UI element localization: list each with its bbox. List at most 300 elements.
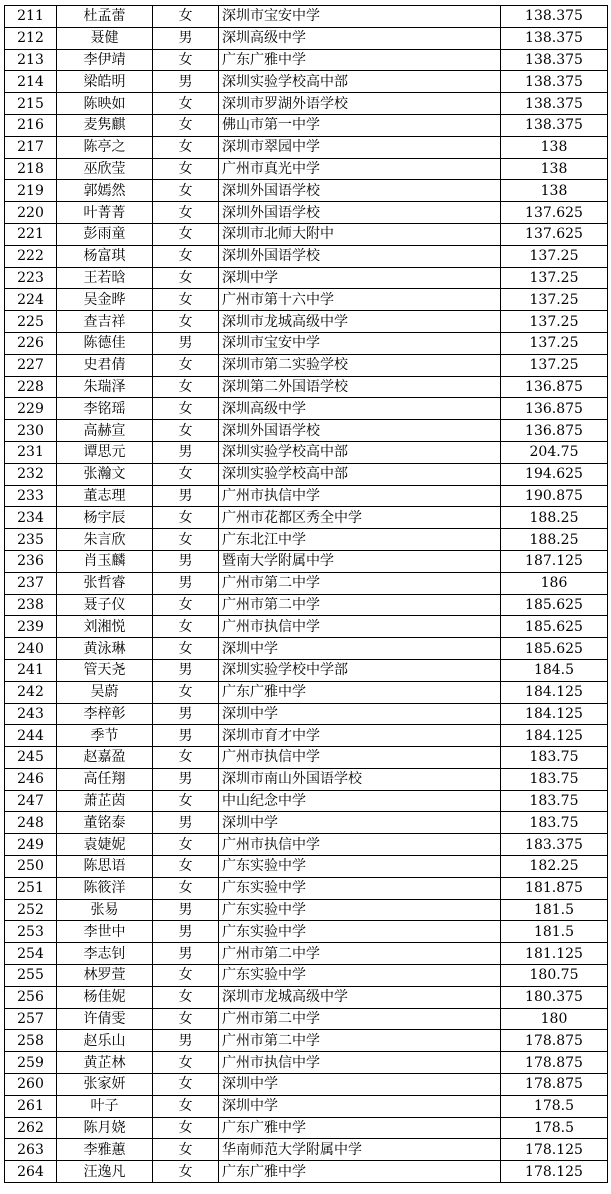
student-name-cell: 李世中 (57, 921, 153, 943)
table-row (5, 202, 608, 224)
student-name-cell: 袁婕妮 (57, 834, 153, 856)
school-cell: 深圳中学 (219, 703, 501, 725)
student-name-cell: 梁皓明 (57, 71, 153, 93)
student-name-cell: 黄泳琳 (57, 638, 153, 660)
gender-cell: 女 (153, 790, 219, 812)
table-row (5, 1139, 608, 1161)
school-cell: 深圳中学 (219, 267, 501, 289)
gender-cell: 男 (153, 441, 219, 463)
gender-cell: 女 (153, 1139, 219, 1161)
score-cell: 184.5 (501, 659, 608, 681)
row-number-cell: 241 (5, 659, 57, 681)
row-number-cell: 247 (5, 790, 57, 812)
table-row (5, 71, 608, 93)
gender-cell: 女 (153, 1117, 219, 1139)
table-row (5, 1008, 608, 1030)
row-number-cell: 222 (5, 245, 57, 267)
table-row (5, 223, 608, 245)
gender-cell: 女 (153, 245, 219, 267)
school-cell: 广州市执信中学 (219, 616, 501, 638)
school-cell: 广州市第二中学 (219, 1008, 501, 1030)
school-cell: 深圳中学 (219, 1074, 501, 1096)
student-name-cell: 陈思语 (57, 856, 153, 878)
score-cell: 137.25 (501, 245, 608, 267)
score-cell: 178.125 (501, 1139, 608, 1161)
school-cell: 广州市第十六中学 (219, 289, 501, 311)
table-row (5, 332, 608, 354)
gender-cell: 女 (153, 834, 219, 856)
school-cell: 广州市真光中学 (219, 158, 501, 180)
student-name-cell: 吴蔚 (57, 681, 153, 703)
student-name-cell: 彭雨童 (57, 223, 153, 245)
table-row (5, 899, 608, 921)
student-name-cell: 朱瑞泽 (57, 376, 153, 398)
gender-cell: 女 (153, 638, 219, 660)
table-row (5, 572, 608, 594)
gender-cell: 女 (153, 376, 219, 398)
row-number-cell: 221 (5, 223, 57, 245)
school-cell: 深圳市第二实验学校 (219, 354, 501, 376)
score-cell: 178.875 (501, 1074, 608, 1096)
score-cell: 181.875 (501, 877, 608, 899)
student-name-cell: 张家妍 (57, 1074, 153, 1096)
gender-cell: 女 (153, 267, 219, 289)
score-cell: 137.625 (501, 223, 608, 245)
score-cell: 136.875 (501, 376, 608, 398)
row-number-cell: 253 (5, 921, 57, 943)
gender-cell: 女 (153, 354, 219, 376)
student-name-cell: 李梓彰 (57, 703, 153, 725)
row-number-cell: 212 (5, 27, 57, 49)
student-name-cell: 黄芷林 (57, 1052, 153, 1074)
score-cell: 185.625 (501, 616, 608, 638)
table-row (5, 638, 608, 660)
row-number-cell: 214 (5, 71, 57, 93)
row-number-cell: 238 (5, 594, 57, 616)
row-number-cell: 249 (5, 834, 57, 856)
gender-cell: 女 (153, 463, 219, 485)
results-table-body (5, 6, 608, 1183)
student-name-cell: 陈亭之 (57, 136, 153, 158)
table-row (5, 943, 608, 965)
score-cell: 136.875 (501, 398, 608, 420)
row-number-cell: 227 (5, 354, 57, 376)
school-cell: 广州市执信中学 (219, 834, 501, 856)
student-name-cell: 吴金晔 (57, 289, 153, 311)
student-name-cell: 史君倩 (57, 354, 153, 376)
score-cell: 183.75 (501, 768, 608, 790)
student-name-cell: 叶子 (57, 1095, 153, 1117)
score-cell: 138 (501, 180, 608, 202)
score-cell: 194.625 (501, 463, 608, 485)
student-name-cell: 郭嫣然 (57, 180, 153, 202)
gender-cell: 男 (153, 899, 219, 921)
school-cell: 深圳外国语学校 (219, 245, 501, 267)
student-name-cell: 李雅蕙 (57, 1139, 153, 1161)
table-row (5, 27, 608, 49)
row-number-cell: 223 (5, 267, 57, 289)
score-cell: 138.375 (501, 27, 608, 49)
score-cell: 138 (501, 136, 608, 158)
table-row (5, 93, 608, 115)
table-row (5, 245, 608, 267)
table-row (5, 180, 608, 202)
score-cell: 180.75 (501, 965, 608, 987)
gender-cell: 女 (153, 1074, 219, 1096)
student-name-cell: 董铭泰 (57, 812, 153, 834)
student-name-cell: 管天尧 (57, 659, 153, 681)
row-number-cell: 244 (5, 725, 57, 747)
score-cell: 138.375 (501, 49, 608, 71)
gender-cell: 女 (153, 420, 219, 442)
score-cell: 183.75 (501, 812, 608, 834)
score-cell: 137.625 (501, 202, 608, 224)
score-cell: 178.5 (501, 1095, 608, 1117)
table-row (5, 550, 608, 572)
row-number-cell: 250 (5, 856, 57, 878)
gender-cell: 女 (153, 93, 219, 115)
table-row (5, 529, 608, 551)
school-cell: 深圳中学 (219, 812, 501, 834)
student-name-cell: 杨宇辰 (57, 507, 153, 529)
table-row (5, 6, 608, 28)
table-row (5, 136, 608, 158)
table-row (5, 1052, 608, 1074)
score-cell: 180 (501, 1008, 608, 1030)
row-number-cell: 263 (5, 1139, 57, 1161)
row-number-cell: 220 (5, 202, 57, 224)
gender-cell: 女 (153, 877, 219, 899)
gender-cell: 女 (153, 507, 219, 529)
results-table (4, 5, 608, 1183)
row-number-cell: 217 (5, 136, 57, 158)
score-cell: 185.625 (501, 638, 608, 660)
row-number-cell: 240 (5, 638, 57, 660)
gender-cell: 女 (153, 289, 219, 311)
school-cell: 中山纪念中学 (219, 790, 501, 812)
gender-cell: 男 (153, 71, 219, 93)
gender-cell: 女 (153, 616, 219, 638)
school-cell: 深圳实验学校中学部 (219, 659, 501, 681)
gender-cell: 女 (153, 114, 219, 136)
gender-cell: 女 (153, 747, 219, 769)
gender-cell: 女 (153, 223, 219, 245)
student-name-cell: 聂子仪 (57, 594, 153, 616)
student-name-cell: 杨佳妮 (57, 986, 153, 1008)
row-number-cell: 243 (5, 703, 57, 725)
student-name-cell: 赵嘉盈 (57, 747, 153, 769)
table-row (5, 703, 608, 725)
school-cell: 广东广雅中学 (219, 49, 501, 71)
school-cell: 深圳市北师大附中 (219, 223, 501, 245)
row-number-cell: 260 (5, 1074, 57, 1096)
school-cell: 广东北江中学 (219, 529, 501, 551)
student-name-cell: 汪逸凡 (57, 1161, 153, 1183)
score-cell: 178.125 (501, 1161, 608, 1183)
student-name-cell: 麦隽麒 (57, 114, 153, 136)
school-cell: 深圳市罗湖外语学校 (219, 93, 501, 115)
row-number-cell: 235 (5, 529, 57, 551)
student-name-cell: 陈月娆 (57, 1117, 153, 1139)
gender-cell: 男 (153, 1030, 219, 1052)
gender-cell: 男 (153, 572, 219, 594)
row-number-cell: 226 (5, 332, 57, 354)
gender-cell: 女 (153, 1052, 219, 1074)
gender-cell: 男 (153, 768, 219, 790)
school-cell: 广州市第二中学 (219, 943, 501, 965)
score-cell: 204.75 (501, 441, 608, 463)
score-cell: 138.375 (501, 6, 608, 28)
row-number-cell: 251 (5, 877, 57, 899)
school-cell: 深圳市龙城高级中学 (219, 311, 501, 333)
row-number-cell: 261 (5, 1095, 57, 1117)
row-number-cell: 213 (5, 49, 57, 71)
gender-cell: 女 (153, 180, 219, 202)
school-cell: 深圳实验学校高中部 (219, 463, 501, 485)
school-cell: 深圳市宝安中学 (219, 332, 501, 354)
score-cell: 188.25 (501, 529, 608, 551)
score-cell: 137.25 (501, 354, 608, 376)
score-cell: 181.5 (501, 921, 608, 943)
school-cell: 深圳外国语学校 (219, 202, 501, 224)
school-cell: 广州市花都区秀全中学 (219, 507, 501, 529)
school-cell: 深圳外国语学校 (219, 180, 501, 202)
gender-cell: 男 (153, 659, 219, 681)
student-name-cell: 李铭瑶 (57, 398, 153, 420)
student-name-cell: 查吉祥 (57, 311, 153, 333)
school-cell: 广东实验中学 (219, 899, 501, 921)
gender-cell: 女 (153, 1095, 219, 1117)
score-cell: 184.125 (501, 725, 608, 747)
table-row (5, 834, 608, 856)
row-number-cell: 259 (5, 1052, 57, 1074)
table-row (5, 812, 608, 834)
gender-cell: 女 (153, 594, 219, 616)
table-row (5, 485, 608, 507)
table-row (5, 289, 608, 311)
table-row (5, 877, 608, 899)
score-cell: 136.875 (501, 420, 608, 442)
table-row (5, 681, 608, 703)
school-cell: 深圳高级中学 (219, 398, 501, 420)
school-cell: 深圳中学 (219, 1095, 501, 1117)
gender-cell: 女 (153, 1008, 219, 1030)
student-name-cell: 杜孟蕾 (57, 6, 153, 28)
gender-cell: 男 (153, 921, 219, 943)
school-cell: 广东实验中学 (219, 921, 501, 943)
row-number-cell: 211 (5, 6, 57, 28)
student-name-cell: 王若晗 (57, 267, 153, 289)
student-name-cell: 季节 (57, 725, 153, 747)
score-cell: 178.875 (501, 1052, 608, 1074)
row-number-cell: 246 (5, 768, 57, 790)
row-number-cell: 237 (5, 572, 57, 594)
score-cell: 180.375 (501, 986, 608, 1008)
table-row (5, 768, 608, 790)
row-number-cell: 254 (5, 943, 57, 965)
table-row (5, 1074, 608, 1096)
gender-cell: 男 (153, 332, 219, 354)
gender-cell: 女 (153, 136, 219, 158)
table-row (5, 921, 608, 943)
student-name-cell: 陈映如 (57, 93, 153, 115)
row-number-cell: 258 (5, 1030, 57, 1052)
gender-cell: 男 (153, 27, 219, 49)
row-number-cell: 229 (5, 398, 57, 420)
school-cell: 深圳外国语学校 (219, 420, 501, 442)
table-row (5, 376, 608, 398)
school-cell: 广东实验中学 (219, 856, 501, 878)
gender-cell: 女 (153, 986, 219, 1008)
score-cell: 190.875 (501, 485, 608, 507)
row-number-cell: 245 (5, 747, 57, 769)
school-cell: 深圳实验学校高中部 (219, 441, 501, 463)
table-row (5, 659, 608, 681)
student-name-cell: 巫欣莹 (57, 158, 153, 180)
student-name-cell: 聂健 (57, 27, 153, 49)
table-row (5, 747, 608, 769)
row-number-cell: 262 (5, 1117, 57, 1139)
gender-cell: 男 (153, 703, 219, 725)
school-cell: 广东广雅中学 (219, 1117, 501, 1139)
gender-cell: 女 (153, 49, 219, 71)
table-row (5, 1161, 608, 1183)
gender-cell: 男 (153, 943, 219, 965)
score-cell: 138 (501, 158, 608, 180)
student-name-cell: 赵乐山 (57, 1030, 153, 1052)
student-name-cell: 萧芷茵 (57, 790, 153, 812)
row-number-cell: 257 (5, 1008, 57, 1030)
score-cell: 178.875 (501, 1030, 608, 1052)
gender-cell: 女 (153, 1161, 219, 1183)
score-cell: 187.125 (501, 550, 608, 572)
score-cell: 183.75 (501, 747, 608, 769)
school-cell: 广东广雅中学 (219, 681, 501, 703)
row-number-cell: 228 (5, 376, 57, 398)
student-name-cell: 张瀚文 (57, 463, 153, 485)
table-row (5, 114, 608, 136)
school-cell: 广州市第二中学 (219, 594, 501, 616)
student-name-cell: 陈德佳 (57, 332, 153, 354)
table-row (5, 420, 608, 442)
student-name-cell: 杨富琪 (57, 245, 153, 267)
score-cell: 137.25 (501, 332, 608, 354)
school-cell: 广东实验中学 (219, 877, 501, 899)
table-row (5, 507, 608, 529)
school-cell: 深圳市南山外国语学校 (219, 768, 501, 790)
row-number-cell: 219 (5, 180, 57, 202)
table-row (5, 1030, 608, 1052)
row-number-cell: 242 (5, 681, 57, 703)
row-number-cell: 233 (5, 485, 57, 507)
school-cell: 深圳市宝安中学 (219, 6, 501, 28)
score-cell: 137.25 (501, 267, 608, 289)
school-cell: 华南师范大学附属中学 (219, 1139, 501, 1161)
row-number-cell: 230 (5, 420, 57, 442)
student-name-cell: 高任翔 (57, 768, 153, 790)
score-cell: 138.375 (501, 114, 608, 136)
table-row (5, 856, 608, 878)
gender-cell: 男 (153, 725, 219, 747)
school-cell: 广东实验中学 (219, 965, 501, 987)
table-row (5, 158, 608, 180)
table-row (5, 354, 608, 376)
gender-cell: 男 (153, 812, 219, 834)
student-name-cell: 林罗萱 (57, 965, 153, 987)
table-row (5, 725, 608, 747)
student-name-cell: 李志钊 (57, 943, 153, 965)
gender-cell: 男 (153, 550, 219, 572)
school-cell: 广州市执信中学 (219, 1052, 501, 1074)
score-cell: 182.25 (501, 856, 608, 878)
table-row (5, 965, 608, 987)
row-number-cell: 248 (5, 812, 57, 834)
student-name-cell: 陈筱洋 (57, 877, 153, 899)
row-number-cell: 234 (5, 507, 57, 529)
table-row (5, 1095, 608, 1117)
school-cell: 暨南大学附属中学 (219, 550, 501, 572)
gender-cell: 女 (153, 856, 219, 878)
student-name-cell: 高赫宣 (57, 420, 153, 442)
student-name-cell: 董志理 (57, 485, 153, 507)
row-number-cell: 256 (5, 986, 57, 1008)
row-number-cell: 218 (5, 158, 57, 180)
gender-cell: 女 (153, 202, 219, 224)
student-name-cell: 许倩雯 (57, 1008, 153, 1030)
table-row (5, 49, 608, 71)
score-cell: 188.25 (501, 507, 608, 529)
student-name-cell: 刘湘悦 (57, 616, 153, 638)
row-number-cell: 215 (5, 93, 57, 115)
table-row (5, 267, 608, 289)
student-name-cell: 李伊靖 (57, 49, 153, 71)
row-number-cell: 225 (5, 311, 57, 333)
gender-cell: 女 (153, 681, 219, 703)
score-cell: 183.375 (501, 834, 608, 856)
row-number-cell: 224 (5, 289, 57, 311)
gender-cell: 女 (153, 6, 219, 28)
student-name-cell: 肖玉麟 (57, 550, 153, 572)
table-row (5, 1117, 608, 1139)
school-cell: 广州市执信中学 (219, 747, 501, 769)
score-cell: 183.75 (501, 790, 608, 812)
row-number-cell: 232 (5, 463, 57, 485)
row-number-cell: 264 (5, 1161, 57, 1183)
score-cell: 181.125 (501, 943, 608, 965)
score-cell: 137.25 (501, 289, 608, 311)
school-cell: 广州市第二中学 (219, 572, 501, 594)
score-cell: 138.375 (501, 71, 608, 93)
score-cell: 137.25 (501, 311, 608, 333)
score-cell: 184.125 (501, 681, 608, 703)
row-number-cell: 252 (5, 899, 57, 921)
row-number-cell: 255 (5, 965, 57, 987)
table-row (5, 441, 608, 463)
school-cell: 广州市第二中学 (219, 1030, 501, 1052)
gender-cell: 女 (153, 529, 219, 551)
table-row (5, 594, 608, 616)
school-cell: 深圳市翠园中学 (219, 136, 501, 158)
table-row (5, 616, 608, 638)
table-row (5, 311, 608, 333)
gender-cell: 女 (153, 311, 219, 333)
table-row (5, 398, 608, 420)
school-cell: 深圳中学 (219, 638, 501, 660)
school-cell: 深圳第二外国语学校 (219, 376, 501, 398)
gender-cell: 女 (153, 158, 219, 180)
table-row (5, 463, 608, 485)
gender-cell: 女 (153, 398, 219, 420)
